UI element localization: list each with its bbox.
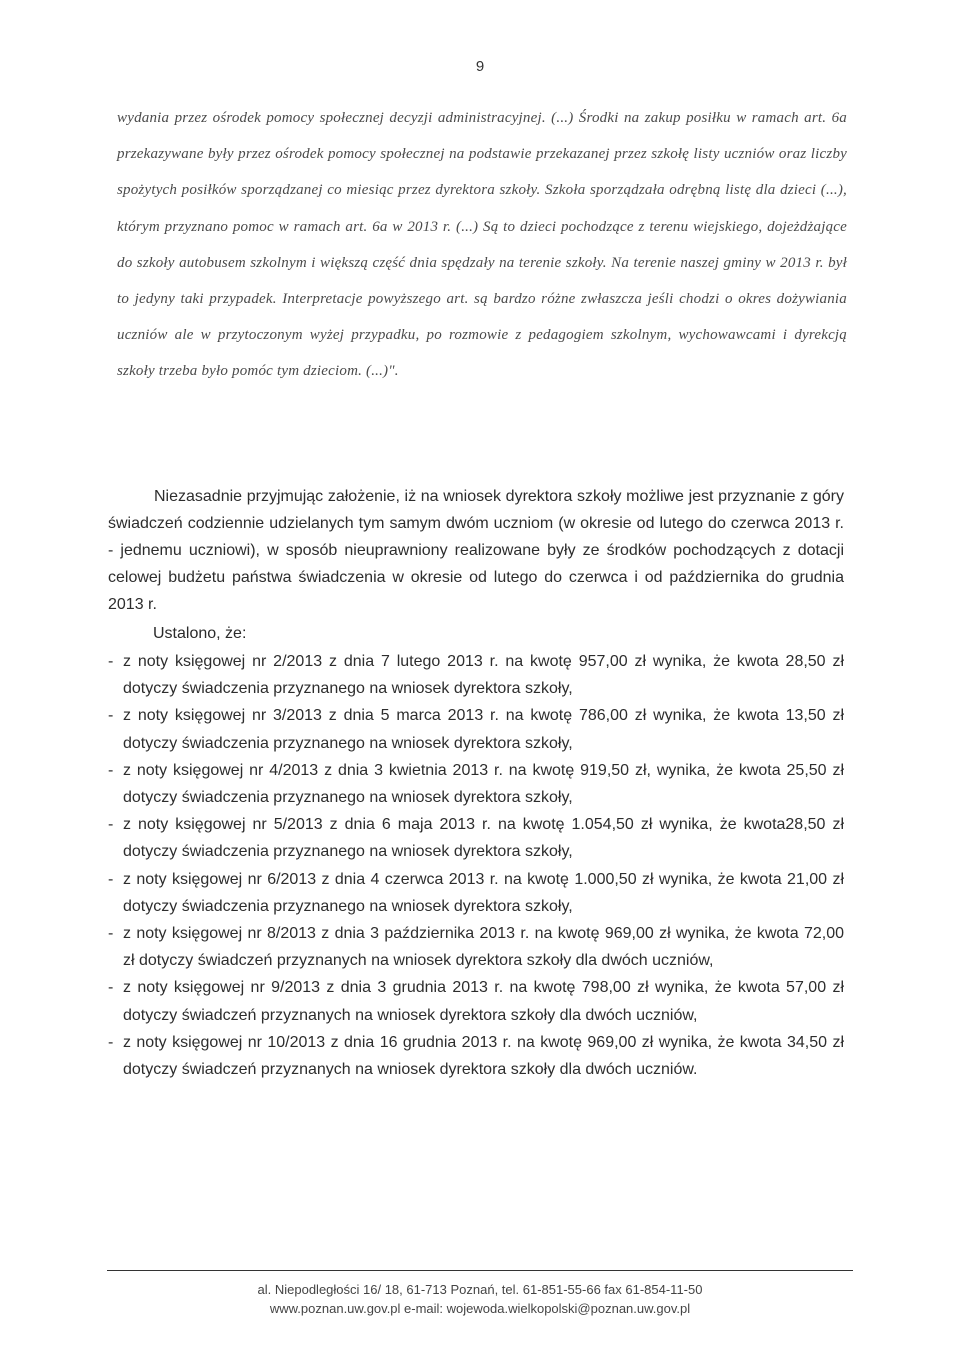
list-item-text: z noty księgowej nr 10/2013 z dnia 16 grudnia 2013 r. na kwotę 969,00 zł wynika, że kwota 34,50 zł dotyczy świadczeń przyznanych na wniosek dyrektora szkoły dla dwóch uczniów. (123, 1033, 844, 1079)
list-item-text: z noty księgowej nr 3/2013 z dnia 5 marca 2013 r. na kwotę 786,00 zł wynika, że kwota 13,50 zł dotyczy świadczenia przyznanego na wniosek dyrektora szkoły, (123, 707, 844, 752)
list-dash: - (108, 870, 114, 888)
list-item-text: z noty księgowej nr 9/2013 z dnia 3 grudnia 2013 r. na kwotę 798,00 zł wynika, że kwota 57,00 zł dotyczy świadczeń przyznanych na wniosek dyrektora szkoły dla dwóch uczniów, (123, 979, 844, 1024)
ustalono-heading: Ustalono, że: (153, 625, 247, 642)
notes-list (108, 648, 844, 1083)
footer-contact: www.poznan.uw.gov.pl e-mail: wojewoda.wielkopolski@poznan.uw.gov.pl (269, 1301, 691, 1316)
list-item-text: z noty księgowej nr 8/2013 z dnia 3 października 2013 r. na kwotę 969,00 zł wynika, że kwota 72,00 zł dotyczy świadczeń przyznanych na wniosek dyrektora szkoły dla dwóch uczniów, (123, 925, 844, 970)
list-item (108, 648, 844, 702)
footer-address: al. Niepodległości 16/ 18, 61-713 Poznań, tel. 61-851-55-66 fax 61-854-11-50 (257, 1282, 703, 1297)
list-dash: - (108, 761, 114, 779)
list-dash: - (108, 653, 114, 670)
list-item (108, 866, 844, 920)
finding-paragraph: Niezasadnie przyjmując założenie, iż na wniosek dyrektora szkoły możliwe jest przyznanie z góry świadczeń codziennie udzielanych tym samym dwóm uczniom (w okresie od lutego do czerwca 2013 r. - jednemu uczniowi), w sposób nieuprawniony realizowane były ze środków pochodzących z dotacji celowej budżetu państwa świadczenia w okresie od lutego do czerwca i od października do grudnia 2013 r. (108, 488, 844, 613)
list-item-text: z noty księgowej nr 4/2013 z dnia 3 kwietnia 2013 r. na kwotę 919,50 zł, wynika, że kwota 25,50 zł dotyczy świadczenia przyznanego na wniosek dyrektora szkoły, (123, 761, 844, 807)
list-dash: - (108, 979, 114, 997)
list-item (108, 1029, 844, 1083)
list-dash: - (108, 707, 114, 725)
list-item (108, 974, 844, 1028)
list-item-text: z noty księgowej nr 2/2013 z dnia 7 lutego 2013 r. na kwotę 957,00 zł wynika, że kwota 28,50 zł dotyczy świadczenia przyznanego na wniosek dyrektora szkoły, (123, 653, 844, 698)
list-dash: - (108, 925, 114, 943)
page-number: 9 (475, 58, 485, 75)
list-item (108, 811, 844, 865)
list-item (108, 702, 844, 756)
footer-divider (107, 1270, 853, 1271)
list-dash: - (108, 816, 114, 834)
quoted-explanation: wydania przez ośrodek pomocy społecznej decyzji administracyjnej. (...) Środki na zakup posiłku w ramach art. 6a przekazywane były przez ośrodek pomocy społecznej na podstawie przekazanej przez szkołę listy uczniów oraz liczby spożytych posiłków sporządzanej co miesiąc przez dyrektora szkoły. Szkoła sporządzała odrębną listę dla dzieci (...), którym przyznano pomoc w ramach art. 6a w 2013 r. (...) Są to dzieci pochodzące z terenu wiejskiego, dojeżdżające do szkoły autobusem szkolnym i większą część dnia spędzały na terenie szkoły. Na terenie naszej gminy w 2013 r. był to jedyny taki przypadek. Interpretacje powyższego art. są bardzo różne zwłaszcza jeśli chodzi o okres dożywiania uczniów ale w przytoczonym wyżej przypadku, po rozmowie z pedagogiem szkolnym, wychowawcami i dyrekcją szkoły trzeba było pomóc tym dzieciom. (...)". (117, 110, 847, 380)
list-item (108, 757, 844, 811)
list-item-text: z noty księgowej nr 5/2013 z dnia 6 maja 2013 r. na kwotę 1.054,50 zł wynika, że kwota28,50 zł dotyczy świadczenia przyznanego na wniosek dyrektora szkoły, (123, 816, 844, 861)
list-item (108, 920, 844, 974)
footer (0, 1280, 960, 1318)
list-dash: - (108, 1033, 114, 1051)
list-item-text: z noty księgowej nr 6/2013 z dnia 4 czerwca 2013 r. na kwotę 1.000,50 zł wynika, że kwota 21,00 zł dotyczy świadczenia przyznanego na wniosek dyrektora szkoły, (123, 870, 844, 915)
